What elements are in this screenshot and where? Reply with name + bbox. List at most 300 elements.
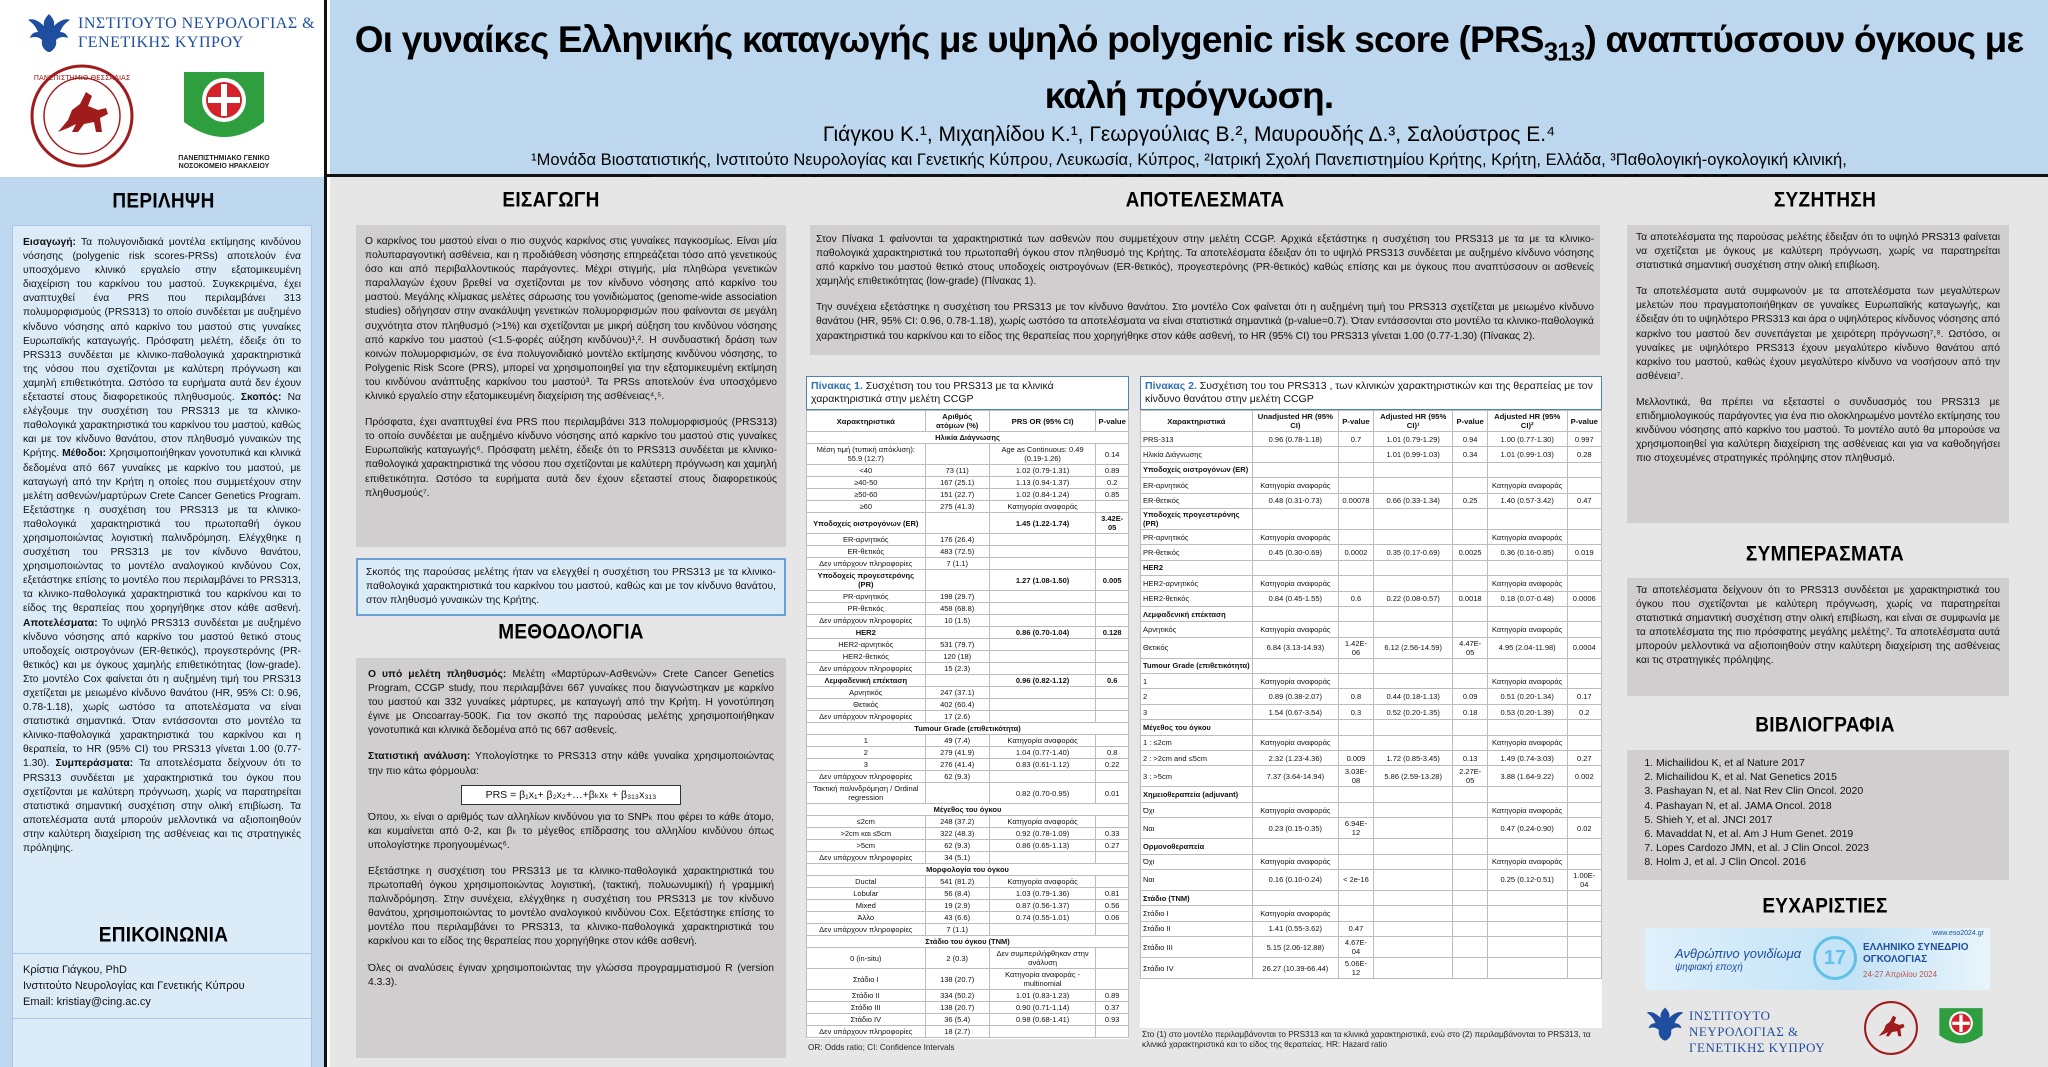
table-cell xyxy=(1567,462,1601,477)
table-cell: 0.86 (0.65-1.13) xyxy=(989,840,1096,852)
table-cell: 6.12 (2.56-14.59) xyxy=(1373,637,1452,658)
table-cell xyxy=(1252,658,1338,673)
table-cell: ER-θετικός xyxy=(807,546,926,558)
table-cell: Κατηγορία αναφοράς xyxy=(1487,802,1567,817)
table-cell: 531 (79.7) xyxy=(925,639,989,651)
table-cell: Τακτική παλινδρόμηση / Ordinal regression xyxy=(807,783,926,804)
table-cell xyxy=(1453,576,1487,591)
table-row xyxy=(1141,802,1602,817)
table-row xyxy=(1141,432,1602,447)
table-cell xyxy=(1487,606,1567,621)
table-cell xyxy=(1487,560,1567,575)
table-cell xyxy=(1096,969,1129,990)
intro-heading: ΕΙΣΑΓΩΓΗ xyxy=(502,188,600,212)
table-row xyxy=(807,969,1129,990)
table-cell: 541 (81.2) xyxy=(925,876,989,888)
table-cell xyxy=(1252,720,1338,735)
table-cell: 1.02 (0.79-1.31) xyxy=(989,465,1096,477)
table-cell: 5.86 (2.59-13.28) xyxy=(1373,766,1452,787)
results-box xyxy=(810,225,1600,355)
table-cell: 3 xyxy=(1141,704,1253,719)
bibliography-box xyxy=(1627,750,2009,880)
table-cell: 0.47 xyxy=(1338,921,1373,936)
table-cell: ≥40-50 xyxy=(807,477,926,489)
table-cell xyxy=(1453,658,1487,673)
table-cell: PR-θετικός xyxy=(1141,545,1253,560)
contact-box xyxy=(12,953,312,1019)
table-cell xyxy=(1252,606,1338,621)
table-cell: Mixed xyxy=(807,900,926,912)
table-cell xyxy=(1338,890,1373,905)
table-row xyxy=(807,990,1129,1002)
table-cell: 1.03 (0.79-1.36) xyxy=(989,888,1096,900)
column-header: P-value xyxy=(1096,411,1129,432)
column-header: P-value xyxy=(1453,411,1487,432)
conclusions-box xyxy=(1627,578,2009,696)
table-cell: Κατηγορία αναφοράς xyxy=(1487,674,1567,689)
table-cell: 1.72 (0.85-3.45) xyxy=(1373,751,1452,766)
table-cell: 1.01 (0.79-1.29) xyxy=(1373,432,1452,447)
table-cell: 0.87 (0.56-1.37) xyxy=(989,900,1096,912)
table-cell: 1 xyxy=(807,735,926,747)
table-cell xyxy=(1096,948,1129,969)
table-cell xyxy=(1453,921,1487,936)
table-cell: 0.128 xyxy=(1096,627,1129,639)
table-cell xyxy=(925,627,989,639)
table-cell xyxy=(1567,560,1601,575)
affiliations-line-1: ¹Μονάδα Βιοστατιστικής, Ινστιτούτο Νευρολογίας και Γενετικής Κύπρου, Λευκωσία, Κύπρος, ²Ιατρική Σχολή Πανεπιστημίου Κρήτης, Κρήτη, Ελλάδα, ³Παθολογική-ογκολογική κλινική, xyxy=(531,151,1847,170)
table-cell xyxy=(1567,529,1601,544)
table-cell: Κατηγορία αναφοράς xyxy=(1487,478,1567,493)
table-cell xyxy=(1096,924,1129,936)
table-cell: 0.17 xyxy=(1567,689,1601,704)
table-row xyxy=(807,783,1129,804)
table-cell xyxy=(1096,546,1129,558)
poster-header xyxy=(0,0,2048,177)
table-cell xyxy=(989,591,1096,603)
table-cell xyxy=(1373,735,1452,750)
table-cell: Κατηγορία αναφοράς xyxy=(1487,529,1567,544)
table-cell: 0.51 (0.20-1.34) xyxy=(1487,689,1567,704)
table-cell: 17 (2.6) xyxy=(925,711,989,723)
group-header-cell: Tumour Grade (επιθετικότητα) xyxy=(807,723,1129,735)
table-cell: Δεν συμπεριλήφθηκαν στην ανάλυση xyxy=(989,948,1096,969)
table-row xyxy=(1141,478,1602,493)
table-cell xyxy=(1096,558,1129,570)
table-cell: 2 (0.3) xyxy=(925,948,989,969)
table-cell xyxy=(1567,802,1601,817)
table-cell xyxy=(1373,674,1452,689)
table-cell: 15 (2.3) xyxy=(925,663,989,675)
table-row xyxy=(807,432,1129,444)
table-cell: 322 (48.3) xyxy=(925,828,989,840)
table-cell xyxy=(1453,735,1487,750)
bibliography-item: 3. Pashayan N, et al. Nat Rev Clin Oncol. 2020 xyxy=(1656,784,2000,798)
table-cell: 0.23 (0.15-0.35) xyxy=(1252,818,1338,839)
table-cell: 247 (37.1) xyxy=(925,687,989,699)
bibliography-heading: ΒΙΒΛΙΟΓΡΑΦΙΑ xyxy=(1755,713,1895,737)
table-row xyxy=(1141,560,1602,575)
table-cell xyxy=(1338,478,1373,493)
table-cell: 0.96 (0.78-1.18) xyxy=(1252,432,1338,447)
table-cell: 0.019 xyxy=(1567,545,1601,560)
table-cell xyxy=(1338,735,1373,750)
table-cell: 0.2 xyxy=(1567,704,1601,719)
table-cell: 0.3 xyxy=(1338,704,1373,719)
table-cell: Κατηγορία αναφοράς xyxy=(1487,854,1567,869)
table-cell xyxy=(1453,839,1487,854)
table-cell: Κατηγορία αναφοράς xyxy=(989,816,1096,828)
table-cell xyxy=(989,1026,1096,1038)
table-cell: Κατηγορία αναφοράς xyxy=(989,501,1096,513)
table-cell: Κατηγορία αναφοράς xyxy=(1252,854,1338,869)
table-cell: 0.81 xyxy=(1096,888,1129,900)
table-cell: 0.47 (0.24-0.90) xyxy=(1487,818,1567,839)
table-cell: 0.45 (0.30-0.69) xyxy=(1252,545,1338,560)
column-header: Unadjusted HR (95% CI) xyxy=(1252,411,1338,432)
table-cell xyxy=(1096,699,1129,711)
congress-line-2: ψηφιακή εποχή xyxy=(1675,962,1743,973)
table-row xyxy=(807,546,1129,558)
table-cell xyxy=(1338,839,1373,854)
table-row xyxy=(807,828,1129,840)
table-cell: 0.16 (0.10-0.24) xyxy=(1252,869,1338,890)
table-cell: 4.95 (2.04-11.98) xyxy=(1487,637,1567,658)
table-cell xyxy=(1096,591,1129,603)
table-cell: PR-αρνητικός xyxy=(807,591,926,603)
table-cell: Στάδιο ΙΙ xyxy=(1141,921,1253,936)
table-cell xyxy=(925,444,989,465)
table-cell: 0.35 (0.17-0.69) xyxy=(1373,545,1452,560)
table-cell: 49 (7.4) xyxy=(925,735,989,747)
table-cell: 458 (68.8) xyxy=(925,603,989,615)
group-header-cell: HER2 xyxy=(807,627,926,639)
table-cell xyxy=(989,639,1096,651)
table-row xyxy=(1141,869,1602,890)
table-cell xyxy=(1567,958,1601,979)
discussion-heading: ΣΥΖΗΤΗΣΗ xyxy=(1773,188,1877,212)
congress-number: 17 xyxy=(1813,936,1857,980)
group-header-cell: Μέγεθος του όγκου xyxy=(807,804,1129,816)
table-row xyxy=(1141,545,1602,560)
table-cell xyxy=(1373,478,1452,493)
table-cell xyxy=(1338,622,1373,637)
table-row xyxy=(1141,958,1602,979)
table-row xyxy=(807,888,1129,900)
table-cell: >2cm και ≤5cm xyxy=(807,828,926,840)
contact-email[interactable]: Email: kristiay@cing.ac.cy xyxy=(23,996,151,1008)
table-cell: 0.009 xyxy=(1338,751,1373,766)
table-cell: ER-αρνητικός xyxy=(1141,478,1253,493)
table-cell xyxy=(1338,658,1373,673)
table-cell xyxy=(1567,839,1601,854)
table-cell: 279 (41.9) xyxy=(925,747,989,759)
table-cell: 0.01 xyxy=(1096,783,1129,804)
table-2-note: Στο (1) στο μοντέλο περιλαμβάνονται το PRS313 και τα κλινικά χαρακτηριστικά, ενώ στο (2) περιλαμβάνονται το PRS313, τα κλινικά χαρακτηριστικά και το είδος της θεραπείας. HR: Hazard ratio xyxy=(1142,1030,1591,1049)
group-header-cell: Μορφολογία του όγκου xyxy=(807,864,1129,876)
table-cell: Θετικός xyxy=(807,699,926,711)
table-cell: 1.01 (0.83-1.23) xyxy=(989,990,1096,1002)
table-cell: 1.00E-04 xyxy=(1567,869,1601,890)
table-cell: Μέση τιμή (τυπική απόκλιση): 55.9 (12.7) xyxy=(807,444,926,465)
bibliography-item: 5. Shieh Y, et al. JNCI 2017 xyxy=(1656,813,2000,827)
congress-site: www.eso2024.gr xyxy=(1932,930,1984,937)
table-cell xyxy=(1096,663,1129,675)
discussion-box xyxy=(1627,225,2009,523)
table-cell xyxy=(925,675,989,687)
table-cell: 0.90 (0.71-1.14) xyxy=(989,1002,1096,1014)
table-cell: Κατηγορία αναφοράς xyxy=(1487,622,1567,637)
table-row xyxy=(807,747,1129,759)
table-cell: 0.27 xyxy=(1096,840,1129,852)
methods-heading: ΜΕΘΟΔΟΛΟΓΙΑ xyxy=(498,620,644,644)
bibliography-item: 6. Mavaddat N, et al. Am J Hum Genet. 2019 xyxy=(1656,827,2000,841)
table-cell: 0.34 xyxy=(1453,447,1487,462)
svg-text:ΠΑΝΕΠΙΣΤΗΜΙΟ ΘΕΣΣΑΛΙΑΣ: ΠΑΝΕΠΙΣΤΗΜΙΟ ΘΕΣΣΑΛΙΑΣ xyxy=(33,74,131,82)
table-row xyxy=(1141,576,1602,591)
group-header-cell: Υποδοχείς προγεστερόνης (PR) xyxy=(1141,508,1253,529)
table-cell: 1.04 (0.77-1.40) xyxy=(989,747,1096,759)
table-cell: 0 (in-situ) xyxy=(807,948,926,969)
table-cell xyxy=(1453,478,1487,493)
table-cell xyxy=(1373,802,1452,817)
table-cell: 0.48 (0.31-0.73) xyxy=(1252,493,1338,508)
institute-name: ΙΝΣΤΙΤΟΥΤΟ ΝΕΥΡΟΛΟΓΙΑΣ & ΓΕΝΕΤΙΚΗΣ ΚΥΠΡΟΥ xyxy=(78,15,316,51)
table-cell: 120 (18) xyxy=(925,651,989,663)
discussion-paragraph-1: Τα αποτελέσματα της παρούσας μελέτης έδειξαν ότι το υψηλό PRS313 φαίνεται να σχετίζεται με όγκους με καλύτερη πρόγνωση, χωρίς να παρατηρείται στατιστικά σημαντική συσχέτιση στην ολική επιβίωση. xyxy=(1636,232,2000,272)
table-cell: 0.00078 xyxy=(1338,493,1373,508)
table-cell: ER-αρνητικός xyxy=(807,534,926,546)
bibliography-list xyxy=(1636,756,2000,870)
table-row xyxy=(1141,787,1602,802)
table-cell xyxy=(1373,622,1452,637)
table-row xyxy=(1141,906,1602,921)
table-cell: Κατηγορία αναφοράς xyxy=(1487,735,1567,750)
table-cell: Δεν υπάρχουν πληροφορίες xyxy=(807,1026,926,1038)
table-cell xyxy=(989,651,1096,663)
eagle-logo-icon xyxy=(1645,1004,1685,1044)
table-cell xyxy=(1567,787,1601,802)
table-cell: 56 (8.4) xyxy=(925,888,989,900)
table-row xyxy=(1141,637,1602,658)
table-row xyxy=(807,477,1129,489)
table-cell: 0.82 (0.70-0.95) xyxy=(989,783,1096,804)
column-header: P-value xyxy=(1567,411,1601,432)
table-cell xyxy=(1453,802,1487,817)
title-panel xyxy=(330,0,2048,174)
table-cell: 0.8 xyxy=(1096,747,1129,759)
table-cell xyxy=(1567,674,1601,689)
table-cell: 0.56 xyxy=(1096,900,1129,912)
table-cell: 0.18 xyxy=(1453,704,1487,719)
table-cell xyxy=(925,783,989,804)
table-row xyxy=(807,936,1129,948)
table-row xyxy=(807,603,1129,615)
bibliography-item: 1. Michailidou K, et al Nature 2017 xyxy=(1656,756,2000,770)
table-cell xyxy=(1567,937,1601,958)
group-header-cell: Λεμφαδενική επέκταση xyxy=(1141,606,1253,621)
column-header: Χαρακτηριστικά xyxy=(807,411,926,432)
table-row xyxy=(807,840,1129,852)
table-cell: Κατηγορία αναφοράς xyxy=(1252,576,1338,591)
table-cell xyxy=(989,771,1096,783)
table-cell: 10 (1.5) xyxy=(925,615,989,627)
table-cell: 7.37 (3.64-14.94) xyxy=(1252,766,1338,787)
table-cell: 2 xyxy=(807,747,926,759)
table-row xyxy=(807,570,1129,591)
table-cell: 36 (5.4) xyxy=(925,1014,989,1026)
table-row xyxy=(1141,591,1602,606)
table-cell: 0.33 xyxy=(1096,828,1129,840)
table-row xyxy=(807,864,1129,876)
table-cell xyxy=(1338,529,1373,544)
group-header-cell: Στάδιο του όγκου (TNM) xyxy=(807,936,1129,948)
table-cell: 1.00 (0.77-1.30) xyxy=(1487,432,1567,447)
intro-box xyxy=(356,225,786,547)
table-row xyxy=(1141,751,1602,766)
results-heading: ΑΠΟΤΕΛΕΣΜΑΤΑ xyxy=(1125,188,1285,212)
table-cell: 0.44 (0.18-1.13) xyxy=(1373,689,1452,704)
table-cell xyxy=(1453,787,1487,802)
table-cell: 0.22 (0.08-0.57) xyxy=(1373,591,1452,606)
table-cell xyxy=(1567,854,1601,869)
methods-box xyxy=(356,658,786,1058)
table-cell: 0.93 xyxy=(1096,1014,1129,1026)
hospital-caption: ΠΑΝΕΠΙΣΤΗΜΙΑΚΟ ΓΕΝΙΚΟ ΝΟΣΟΚΟΜΕΙΟ ΗΡΑΚΛΕΙΟΥ xyxy=(178,155,270,170)
table-cell xyxy=(1567,576,1601,591)
table-cell xyxy=(1453,854,1487,869)
table-row xyxy=(807,912,1129,924)
group-header-cell: Υποδοχείς οιστρογόνων (ER) xyxy=(807,513,926,534)
table-row xyxy=(807,663,1129,675)
table-cell xyxy=(1096,771,1129,783)
table-cell: >5cm xyxy=(807,840,926,852)
table-cell: 2 : >2cm and ≤5cm xyxy=(1141,751,1253,766)
table-cell: 1.40 (0.57-3.42) xyxy=(1487,493,1567,508)
table-row xyxy=(1141,447,1602,462)
table-cell: 0.002 xyxy=(1567,766,1601,787)
table-row xyxy=(807,852,1129,864)
footer-institute-name: ΙΝΣΤΙΤΟΥΤΟ ΝΕΥΡΟΛΟΓΙΑΣ & ΓΕΝΕΤΙΚΗΣ ΚΥΠΡΟΥ xyxy=(1689,1008,1826,1055)
table-cell: 0.09 xyxy=(1453,689,1487,704)
table-cell: HER2-αρνητικός xyxy=(1141,576,1253,591)
table-cell: 0.6 xyxy=(1096,675,1129,687)
table-cell: 0.25 xyxy=(1453,493,1487,508)
table-cell: PR-αρνητικός xyxy=(1141,529,1253,544)
table-cell: 2.27E-05 xyxy=(1453,766,1487,787)
table-row xyxy=(807,699,1129,711)
table-cell xyxy=(1487,462,1567,477)
table-cell xyxy=(1338,906,1373,921)
table-row xyxy=(1141,704,1602,719)
table-cell xyxy=(989,687,1096,699)
table-cell: Age as Continuous: 0.49 (0.19-1.26) xyxy=(989,444,1096,465)
table-cell: Αρνητικός xyxy=(1141,622,1253,637)
table-cell: Δεν υπάρχουν πληροφορίες xyxy=(807,663,926,675)
table-cell: 5.15 (2.06-12.88) xyxy=(1252,937,1338,958)
table-cell xyxy=(1453,937,1487,958)
table-row xyxy=(807,558,1129,570)
table-row xyxy=(807,465,1129,477)
table-cell: Δεν υπάρχουν πληροφορίες xyxy=(807,924,926,936)
table-cell: 1.01 (0.99-1.03) xyxy=(1373,447,1452,462)
table-cell: 0.83 (0.61-1.12) xyxy=(989,759,1096,771)
table-cell xyxy=(1373,576,1452,591)
table-cell xyxy=(1487,839,1567,854)
table-1-note: OR: Odds ratio; CI: Confidence Intervals xyxy=(808,1043,955,1052)
table-cell: 1 : ≤2cm xyxy=(1141,735,1253,750)
table-cell: Δεν υπάρχουν πληροφορίες xyxy=(807,852,926,864)
table-cell xyxy=(1373,869,1452,890)
table-row xyxy=(1141,890,1602,905)
bibliography-item: 7. Lopes Cardozo JMN, et al. J Clin Oncol. 2023 xyxy=(1656,841,2000,855)
table-row xyxy=(807,1026,1129,1038)
table-cell xyxy=(1567,658,1601,673)
table-cell xyxy=(1252,508,1338,529)
contact-name: Κρίστια Γιάγκου, PhD xyxy=(23,964,127,976)
bibliography-item: 4. Pashayan N, et al. JAMA Oncol. 2018 xyxy=(1656,799,2000,813)
hospital-cross-logo-icon xyxy=(176,62,272,148)
group-header-cell: Ορμονοθεραπεία xyxy=(1141,839,1253,854)
column-header: P-value xyxy=(1338,411,1373,432)
table-cell: PRS-313 xyxy=(1141,432,1253,447)
table-cell: 3.03E-08 xyxy=(1338,766,1373,787)
table-cell xyxy=(1487,658,1567,673)
table-row xyxy=(807,771,1129,783)
table-cell: 0.94 xyxy=(1453,432,1487,447)
congress-name: ΕΛΛΗΝΙΚΟ ΣΥΝΕΔΡΙΟ ΟΓΚΟΛΟΓΙΑΣ xyxy=(1863,942,1969,965)
table-cell: 0.89 (0.38-2.07) xyxy=(1252,689,1338,704)
table-cell: 0.74 (0.55-1.01) xyxy=(989,912,1096,924)
table-cell xyxy=(1453,622,1487,637)
table-cell: Ductal xyxy=(807,876,926,888)
table-row xyxy=(807,651,1129,663)
table-cell xyxy=(1096,651,1129,663)
table-cell: 0.92 (0.78-1.09) xyxy=(989,828,1096,840)
centaur-seal-icon xyxy=(1863,1000,1919,1056)
table-cell: Όχι xyxy=(1141,802,1253,817)
table-cell: 1.13 (0.94-1.37) xyxy=(989,477,1096,489)
table-cell xyxy=(1487,921,1567,936)
table-cell: Κατηγορία αναφοράς xyxy=(1252,802,1338,817)
acknowledgements-heading: ΕΥΧΑΡΙΣΤΙΕΣ xyxy=(1762,894,1888,918)
group-header-cell: Χημειοθεραπεία (adjuvant) xyxy=(1141,787,1253,802)
table-cell: 4.67E-04 xyxy=(1338,937,1373,958)
table-row xyxy=(807,615,1129,627)
abstract-text: Εισαγωγή: Τα πολυγονιδιακά μοντέλα εκτίμησης κινδύνου νόσησης (polygenic risk scores-PRSs) αποτελούν ένα υποσχόμενο κλινικό εργαλείο στην εξατομικευμένη διαχείριση του καρκίνου του μαστού. Συγκεκριμένα, έχει αναπτυχθεί ένα PRS που περιλαμβάνει 313 πολυμορφισμούς (PRS313) το οποίο συνδέεται με αυξημένο κίνδυνο νόσησης από καρκίνο του μαστού στις γυναίκες Ευρωπαϊκής καταγωγής. Πρόσφατη μελέτη, έδειξε ότι το PRS313 συνδέεται με κλινικο-παθολογικά χαρακτηριστικά της νόσου που σχετίζονται με καλύτερη πρόγνωση και χαμηλή επιθετικότητα. Ωστόσο τα ευρήματα αυτά δεν έχουν εξεταστεί στους διαφορετικούς πληθυσμούς. Σκοπός: Να ελέγξουμε την συσχέτιση του PRS313 με τα κλινικο-παθολογικά χαρακτηριστικά του καρκίνου του μαστού, καθώς και με τον κίνδυνο θανάτου, στον πληθυσμό γυναικών της Κρήτης. Μέθοδοι: Χρησιμοποιήθηκαν γονοτυπικά και κλινικά δεδομένα από 667 γυναίκες με καρκίνο του μαστού, με καταγωγή από την Κρήτη η οποίες που συμμετέχουν στην μελέτη ασθενών/μαρτύρων Crete Cancer Genetics Program. Εξετάστηκε η συσχέτιση του PRS313 με τα κλινικο-παθολογικά χαρακτηριστικά του πρωτοπαθή όγκου χρησιμοποιώντας λογιστική παλινδρόμηση. Ελέγχθηκε η συσχέτιση του PRS313 με τον κίνδυνο θανάτου, χρησιμοποιώντας το μοντέλο αναλογικού κινδύνου Cox, εξετάστηκε επίσης το μοντέλο που περιλαμβάνει το PRS313, τα κλινικο-παθολογικά χαρακτηριστικά του καρκίνου και το είδος της θεραπείας που χορηγήθηκε στον κάθε ασθενή. Αποτελέσματα: Το υψηλό PRS313 συνδέεται με αυξημένο κίνδυνο νόσησης από καρκίνο του μαστού θετικό στους υποδοχείς οιστρογόνων (ER-θετικός), προγεστερόνης (PR-θετικός) και με όγκους χαμηλής επιθετικότητας (low-grade). Στο μοντέλο Cox φαίνεται ότι η αυξημένη τιμή του PRS313 σχετίζεται με μειωμένο κίνδυνο θανάτου (HR, 95% CI: 0.96, 0.78-1.18), χωρίς ωστόσο τα αποτελέσματα να είναι στατιστικά σημαντικά. Όταν εντάσσονται στο μοντέλο τα κλινικο-παθολογικά χαρακτηριστικά του καρκίνου και η θεραπεία, το HR (95% CI) του PRS313 γίνεται 1.00 (0.77-1.30). Συμπεράσματα: Τα αποτελέσματα δείχνουν ότι το PRS313 συνδέεται με χαρακτηριστικά του όγκου που σχετίζονται με καλύτερη πρόγνωση, χωρίς να παρατηρείται στατιστικά σημαντική συσχέτιση στην ολική επιβίωση. Τα αποτελέσματα αυτά μπορούν μελλοντικά να αξιοποιηθούν στην καλύτερη διαχείριση της ασθένειας και τις στρατηγικές πρόληψης. xyxy=(23,237,301,855)
logo-panel xyxy=(0,0,327,177)
table-cell: 1.54 (0.67-3.54) xyxy=(1252,704,1338,719)
methods-paragraph-5: Όλες οι αναλύσεις έγιναν χρησιμοποιώντας την γλώσσα προγραμματισμού R (version 4.3.3). xyxy=(368,962,774,988)
table-cell: 3 xyxy=(807,759,926,771)
table-row xyxy=(807,816,1129,828)
table-cell: 0.13 xyxy=(1453,751,1487,766)
table-cell: 1.49 (0.74-3.03) xyxy=(1487,751,1567,766)
table-cell: 0.2 xyxy=(1096,477,1129,489)
table-cell xyxy=(1096,603,1129,615)
table-cell xyxy=(1373,937,1452,958)
table-cell xyxy=(1567,508,1601,529)
group-header-cell: HER2 xyxy=(1141,560,1253,575)
table-cell xyxy=(925,570,989,591)
table-cell xyxy=(1338,462,1373,477)
table-cell: Αρνητικός xyxy=(807,687,926,699)
table-cell: Δεν υπάρχουν πληροφορίες xyxy=(807,615,926,627)
methods-paragraph-4: Εξετάστηκε η συσχέτιση του PRS313 με τα κλινικο-παθολογικά χαρακτηριστικά του πρωτοπαθή όγκου χρησιμοποιώντας λογιστική, (τακτική, πολυωνυμική) ή γραμμική παλινδρόμηση. Στην συνέχεια, ελέγχθηκε η συσχέτιση του PRS313 με τον κίνδυνο θανάτου, χρησιμοποιώντας το μοντέλο αναλογικού κινδύνου Cox. Εξετάστηκε επίσης το μοντέλο που περιλαμβάνει το PRS313, τα κλινικο-παθολογικά χαρακτηριστικά του καρκίνου και το είδος της θεραπείας που χορηγήθηκε στον κάθε ασθενή. xyxy=(368,865,774,948)
table-cell: 6.94E-12 xyxy=(1338,818,1373,839)
table-cell: <40 xyxy=(807,465,926,477)
table-cell: 1.02 (0.84-1.24) xyxy=(989,489,1096,501)
